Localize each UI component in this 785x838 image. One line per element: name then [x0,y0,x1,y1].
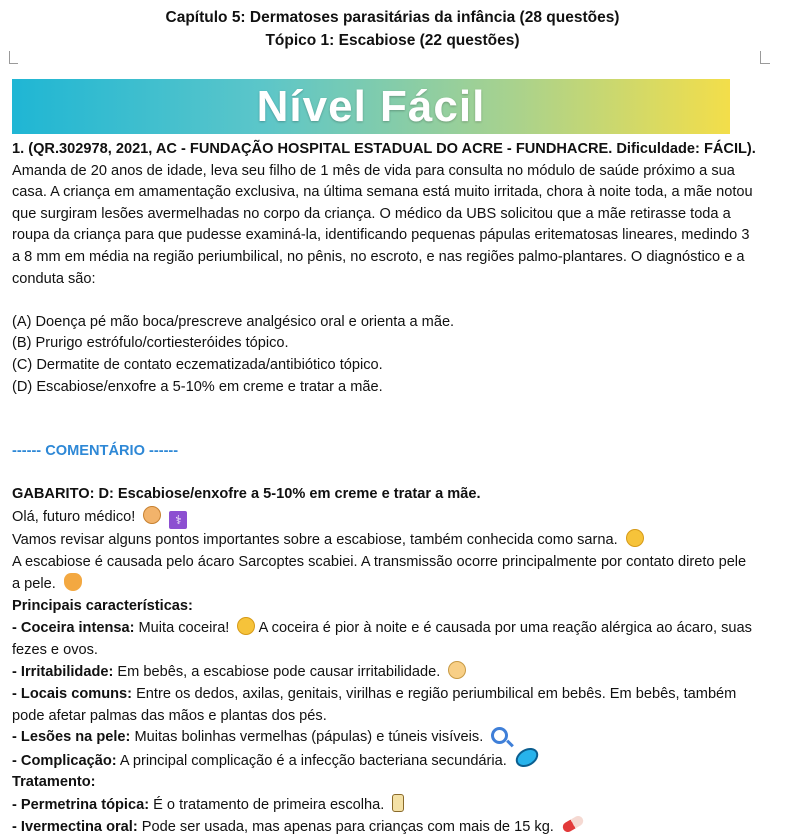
treatment-text: É o tratamento de primeira escolha. [149,797,385,814]
feature-lesions [12,727,757,749]
crop-mark-left [9,51,10,64]
question-reference: 1. (QR.302978, 2021, AC - FUNDAÇÃO HOSPITAL ESTADUAL DO ACRE - FUNDHACRE. Dificuldade: FÁCIL). [12,141,756,157]
treatment-title: Tratamento: [12,774,96,791]
intro-text: Vamos revisar alguns pontos importantes sobre a escabiose, também conhecida como sarna. [12,531,618,548]
page-header [0,6,785,52]
option-d: (D) Escabiose/enxofre a 5-10% em creme e tratar a mãe. [12,378,383,395]
treatment-permethrin [12,794,757,817]
feature-locations [12,684,757,727]
feature-irritability [12,661,757,684]
smiling-face-icon [626,529,644,547]
lotion-bottle-icon [392,794,404,812]
crop-mark-right [760,51,770,64]
cause-paragraph [12,552,757,596]
feature-text: Muita coceira! [134,620,230,637]
treatment-ivermectin [12,817,757,838]
feature-text: Em bebês, a escabiose pode causar irritabilidade. [113,664,441,681]
magnifying-glass-icon [491,727,508,744]
tired-face-icon [237,617,255,635]
feature-label: - Irritabilidade: [12,664,114,681]
feature-text: Entre os dedos, axilas, genitais, virilhas e região periumbilical em bebês. Em bebês, também pode afetar palmas das mãos e plantas dos pés. [12,686,737,724]
comment-divider: ------ COMENTÁRIO ------ [12,443,179,460]
cause-text: A escabiose é causada pelo ácaro Sarcoptes scabiei. A transmissão ocorre principalmente por contato direto pele a pele. [12,553,747,593]
feature-text-continued: A coceira é pior à noite e é causada por uma reação alérgica ao ácaro, suas fezes e ovos. [12,620,752,658]
handshake-icon [64,573,82,591]
feature-text: A principal complicação é a infecção bacteriana secundária. [116,752,507,769]
difficulty-banner-text: Nível Fácil [256,81,486,131]
treatment-label: - Ivermectina oral: [12,818,138,835]
features-title: Principais características: [12,597,193,614]
feature-itching [12,617,757,661]
question-stem [12,139,757,290]
feature-text: Muitas bolinhas vermelhas (pápulas) e túneis visíveis. [130,729,484,746]
answer-key: GABARITO: D: Escabiose/enxofre a 5-10% em creme e tratar a mãe. [12,486,481,503]
option-a: (A) Doença pé mão boca/prescreve analgésico oral e orienta a mãe. [12,313,455,330]
feature-complication [12,749,757,773]
option-c: (C) Dermatite de contato eczematizada/antibiótico tópico. [12,356,383,373]
chapter-title: Capítulo 5: Dermatoses parasitárias da infância (28 questões) [165,9,620,26]
intro-line [12,529,757,552]
option-b: (B) Prurigo estrófulo/cortiesteróides tópico. [12,335,289,352]
document-body [12,139,757,838]
feature-label: - Locais comuns: [12,686,133,703]
feature-label: - Complicação: [12,752,117,769]
treatment-label: - Permetrina tópica: [12,797,150,814]
question-text: Amanda de 20 anos de idade, leva seu filho de 1 mês de vida para consulta no módulo de saúde próximo a sua casa. A criança em amamentação exclusiva, na última semana está muito irritada, chora à noite toda, a mãe notou que surgiram lesões avermelhadas no corpo da criança. O médico da UBS solicitou que a mãe retirasse toda a roupa da criança para que pudesse examiná-la, identificando pequenas pápulas eritematosas lineares, medindo 3 a 8 mm em média na região periumbilical, no pênis, no escroto, e nas regiões palmo-plantares. O diagnóstico e a conduta são: [12,162,753,287]
topic-title: Tópico 1: Escabiose (22 questões) [265,32,520,49]
difficulty-banner [12,79,730,134]
medical-symbol-icon: ⚕ [169,511,187,529]
doctor-emoji-icon [143,506,161,524]
treatment-text: Pode ser usada, mas apenas para crianças com mais de 15 kg. [137,818,554,835]
feature-label: - Coceira intensa: [12,620,135,637]
microbe-icon [512,744,541,771]
greeting-line [12,506,757,529]
greeting-text: Olá, futuro médico! [12,508,136,525]
baby-icon [448,661,466,679]
feature-label: - Lesões na pele: [12,729,131,746]
